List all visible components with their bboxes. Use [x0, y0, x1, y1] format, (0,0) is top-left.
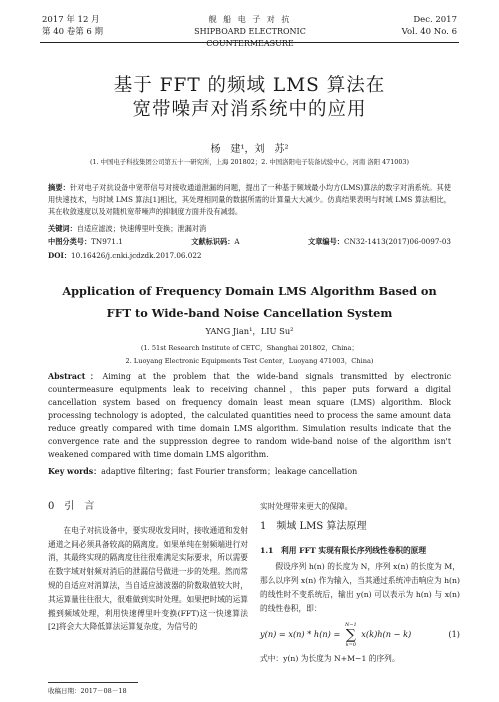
equation-lhs: y(n) = x(n) * h(n) = [260, 628, 341, 639]
issue-date: 2017 年 12 月 [42, 15, 100, 25]
affiliation-cn: (1. 中国电子科技集团公司第五十一研究所，上海 201802；2. 中国洛阳电子装备试验中心，河南 洛阳 471003) [90, 158, 409, 166]
doc-code-value: A [234, 237, 240, 246]
clc-value: TN971.1 [91, 237, 123, 246]
article-no-label: 文章编号： [308, 237, 344, 246]
header-rule [40, 42, 459, 43]
affiliation-en-line1: (1. 51st Research Institute of CETC，Shanghai 201802，China； [140, 344, 359, 352]
abstract-cn-text: 针对电子对抗设备中宽带信号对接收通道泄漏的问题，提出了一种基于频域最小均方(LMS)算法的数字对消系统。其使用快速技术，与时域 LMS 算法[1]相比，其处理相同量的数据所需的计算量大大减少。仿真结果表明与时域 LMS 算法相比，其在收敛速度以及对随机宽带噪声的抑制度方面并没有减弱。 [48, 183, 451, 216]
title-cn-line2: 宽带噪声对消系统中的应用 [132, 99, 367, 120]
equation-rhs: x(k)h(n − k) [361, 628, 412, 639]
title-cn-line1: 基于 FFT 的频域 LMS 算法在 [113, 75, 386, 96]
clc-label: 中图分类号： [48, 237, 92, 246]
sigma-icon: ∑ [345, 626, 356, 643]
received-date: 收稿日期：2017－08－18 [48, 687, 127, 695]
doi [48, 251, 451, 261]
journal-name [150, 14, 350, 50]
journal-date-volume [42, 14, 103, 38]
abstract-en-label: Abstract： [48, 372, 103, 381]
paper-title-en [40, 280, 459, 324]
equation-note: 式中：y(n) 为长度为 N+M−1 的序列。 [260, 653, 400, 663]
title-en-line1: Application of Frequency Domain LMS Algorithm Based on [62, 284, 437, 298]
volume-number: 第 40 卷第 6 期 [42, 27, 104, 37]
section-0-paragraph: 在电子对抗设备中，要实现收发同时，接收通道和发射通道之间必须具备较高的隔离度。如果单纯在射频端进行对消，其最终实现的隔离度往往很难满足实际要求，所以需要在数字域对射频对消后的泄漏信号做进一步的处理。然而常规的自适应对消算法，当自适应滤波器的阶数取值较大时，其运算量往往很大，很难做到实时处理。如果把时域的运算搬到频域处理，利用快速傅里叶变换(FFT)这一快速算法[2]将会大大降低算法运算复杂度，为信号的 [48, 525, 248, 632]
section-1-1-heading: 1.1 利用 FFT 实现有限长序列线性卷积的原理 [260, 545, 427, 555]
abstract-en [48, 370, 451, 461]
clc-number [48, 237, 123, 247]
keywords-en-text: adaptive filtering；fast Fourier transform；leakage cancellation [101, 467, 358, 476]
doc-code-label: 文献标识码： [191, 237, 235, 246]
section-1-heading: 1 频域 LMS 算法原理 [260, 520, 367, 532]
equation-number: (1) [448, 628, 460, 639]
equation-1 [260, 622, 460, 648]
authors-cn: 杨 建¹，刘 苏² [210, 144, 289, 155]
classification-row [48, 237, 451, 247]
journal-date-volume-en [402, 14, 457, 38]
paper-title-cn [40, 74, 459, 122]
keywords-cn-label: 关键词： [48, 224, 77, 233]
abstract-cn-label: 摘要： [48, 183, 70, 192]
journal-name-en: SHIPBOARD ELECTRONIC COUNTERMEASURE [194, 27, 306, 48]
sum-lower-limit: k=0 [345, 641, 357, 648]
affiliation-en-line2: 2. Luoyang Electronic Equipments Test Center，Luoyang 471003，China) [125, 356, 374, 365]
affiliation-en [40, 342, 459, 367]
section-1-1-paragraph: 假设序列 h(n) 的长度为 N，序列 x(n) 的长度为 M，那么以序列 x(n) 作为输入，当其通过系统冲击响应为 h(n) 的线性时不变系统后，输出 y(n) 可以表示为 h(n) 与 x(n) 的线性卷积，即： [260, 562, 460, 613]
issue-date-en: Dec. 2017 [413, 15, 457, 25]
body-column-left [48, 500, 248, 634]
keywords-cn-text: 自适应滤波；快速傅里叶变换；泄漏对消 [76, 224, 207, 233]
abstract-cn [48, 182, 451, 218]
article-no-value: CN32-1413(2017)06-0097-03 [343, 237, 451, 246]
sum-upper-limit: N−1 [344, 621, 357, 628]
doi-label: DOI： [48, 251, 72, 260]
document-code [191, 237, 239, 247]
body-column-right [260, 500, 460, 665]
authors-en: YANG Jian¹，LIU Su² [205, 326, 294, 336]
summation-symbol [345, 622, 357, 648]
doi-value: 10.16426/j.cnki.jcdzdk.2017.06.022 [71, 251, 202, 260]
continued-text: 实时处理带来更大的保障。 [260, 502, 353, 511]
article-number [308, 237, 451, 247]
equation-1-body [260, 622, 411, 648]
abstract-en-text: Aiming at the problem that the wide-band signals transmitted by electronic countermeasure equipments leak to receiving channel，this paper puts forward a digital cancellation system based on frequency domain least mean square (LMS) algorithm. Block processing technology is adopted，the calculated quantities need to process the same amount data reduce greatly compared with time domain LMS algorithm. Simulation results indicate that the convergence rate and the suppression degree to random wide-band noise of the algorithm isn't weakened compared with time domain LMS algorithm. [48, 372, 452, 459]
journal-name-cn: 舰 船 电 子 对 抗 [208, 15, 292, 24]
footnote-rule [48, 682, 138, 683]
keywords-cn [48, 224, 451, 234]
keywords-en [48, 466, 451, 477]
volume-number-en: Vol. 40 No. 6 [401, 27, 457, 37]
keywords-en-label: Key words： [48, 467, 102, 476]
title-en-line2: FFT to Wide-band Noise Cancellation System [106, 306, 393, 320]
section-0-heading: 0 引 言 [48, 501, 95, 512]
